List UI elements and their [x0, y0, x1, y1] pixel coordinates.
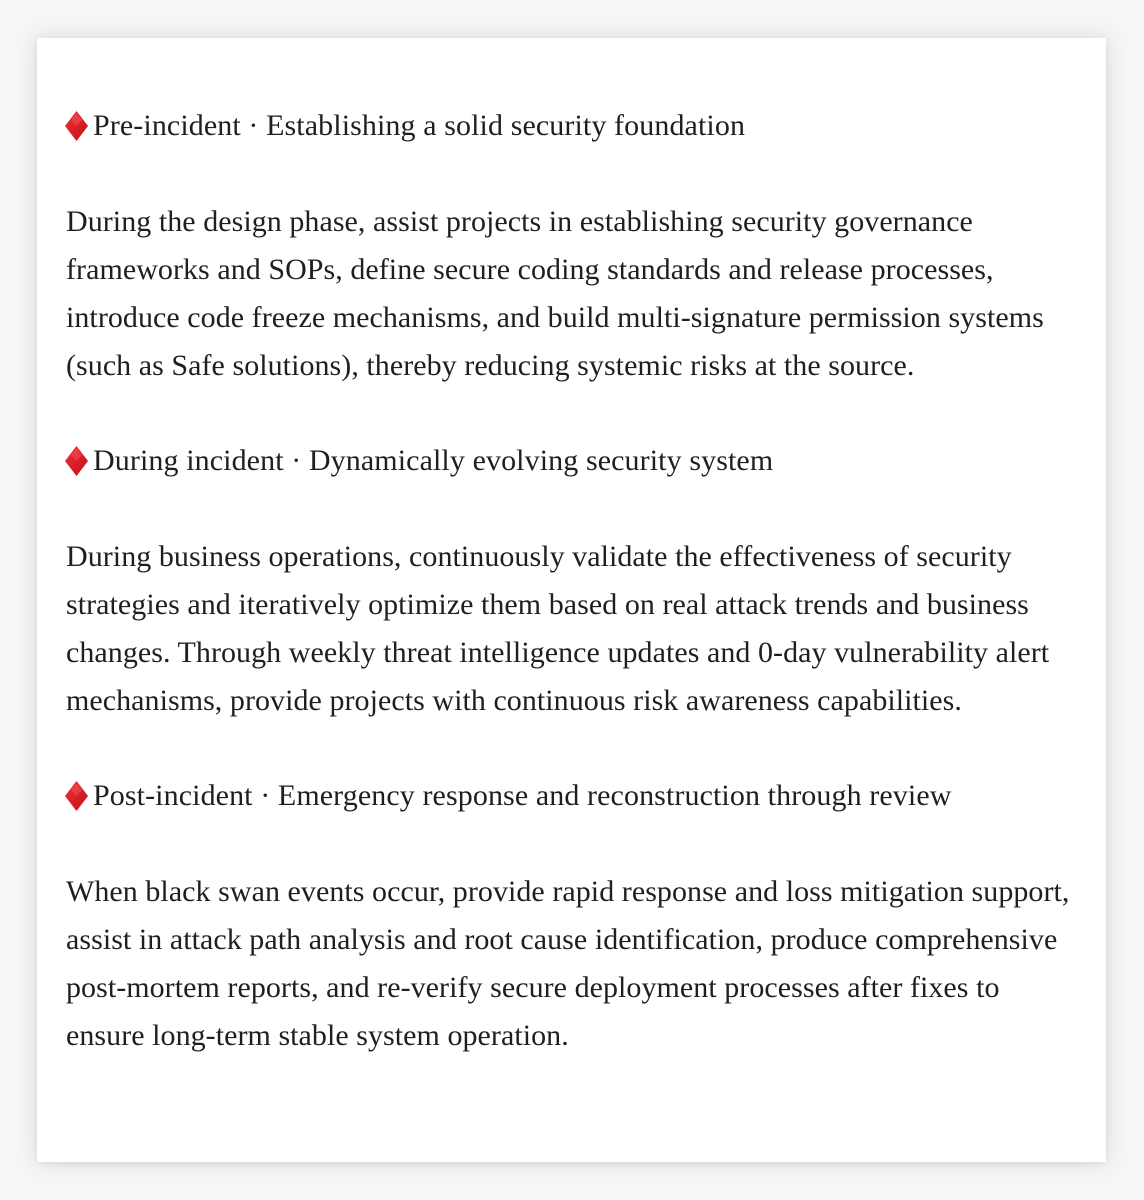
section-heading-text: During incident · Dynamically evolving security system [93, 444, 774, 477]
section-heading-text: Pre-incident · Establishing a solid security foundation [93, 109, 746, 142]
section-heading [64, 102, 1084, 150]
section-heading [64, 437, 1084, 485]
red-diamond-icon [64, 780, 89, 812]
section-paragraph: During business operations, continuously validate the effectiveness of security strategies and iteratively optimize them based on real attack trends and business changes. Through weekly threat intelligence updates and 0-day vulnerability alert mechanisms, provide projects with continuous risk awareness capabilities. [66, 540, 1050, 717]
section-paragraph: During the design phase, assist projects in establishing security governance frameworks and SOPs, define secure coding standards and release processes, introduce code freeze mechanisms, and build multi-signature permission systems (such as Safe solutions), thereby reducing systemic risks at the source. [66, 205, 1044, 382]
section-during-incident [66, 437, 1084, 725]
section-heading [64, 772, 1084, 820]
section-pre-incident [66, 102, 1084, 390]
content-card [37, 38, 1106, 1162]
section-heading-text: Post-incident · Emergency response and reconstruction through review [93, 779, 952, 812]
red-diamond-icon [64, 445, 89, 477]
red-diamond-icon [64, 110, 89, 142]
section-post-incident [66, 772, 1084, 1060]
section-paragraph: When black swan events occur, provide rapid response and loss mitigation support, assist in attack path analysis and root cause identification, produce comprehensive post-mortem reports, and re-verify secure deployment processes after fixes to ensure long-term stable system operation. [66, 875, 1070, 1052]
